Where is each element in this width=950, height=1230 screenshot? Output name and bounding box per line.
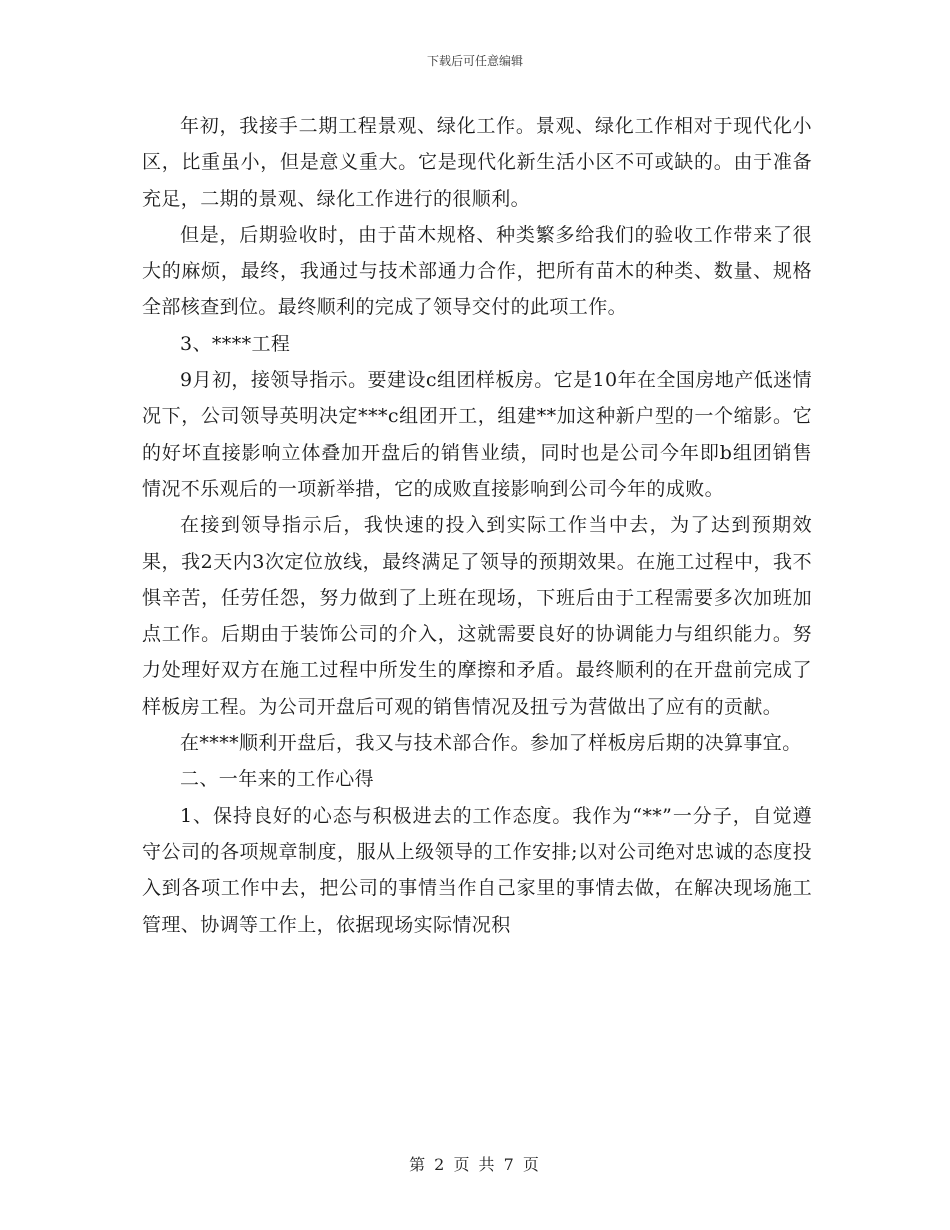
paragraph: 9月初，接领导指示。要建设c组团样板房。它是10年在全国房地产低迷情况下，公司领导英明决定***c组团开工，组建**加这种新户型的一个缩影。它的好坏直接影响立体叠加开盘后的销售业绩，同时也是公司今年即b组团销售情况不乐观后的一项新举措，它的成败直接影响到公司今年的成败。 <box>142 369 812 500</box>
paragraph: 但是，后期验收时，由于苗木规格、种类繁多给我们的验收工作带来了很大的麻烦，最终，我通过与技术部通力合作，把所有苗木的种类、数量、规格全部核查到位。最终顺利的完成了领导交付的此项工作。 <box>142 223 812 319</box>
section-heading: 3、****工程 <box>180 332 291 355</box>
document-body <box>142 108 812 943</box>
page-number: 第 2 页 共 7 页 <box>409 1155 541 1174</box>
paragraph: 1、保持良好的心态与积极进去的工作态度。我作为“**”一分子，自觉遵守公司的各项规章制度，服从上级领导的工作安排;以对公司绝对忠诚的态度投入到各项工作中去，把公司的事情当作自己家里的事情去做，在解决现场施工管理、协调等工作上，依据现场实际情况积 <box>142 804 812 936</box>
paragraph: 年初，我接手二期工程景观、绿化工作。景观、绿化工作相对于现代化小区，比重虽小，但是意义重大。它是现代化新生活小区不可或缺的。由于准备充足，二期的景观、绿化工作进行的很顺利。 <box>142 115 812 210</box>
paragraph: 在****顺利开盘后，我又与技术部合作。参加了样板房后期的决算事宜。 <box>180 732 802 755</box>
page-header: 下载后可任意编辑 <box>426 54 523 68</box>
paragraph: 在接到领导指示后，我快速的投入到实际工作当中去，为了达到预期效果，我2天内3次定位放线，最终满足了领导的预期效果。在施工过程中，我不惧辛苦，任劳任怨，努力做到了上班在现场，下班后由于工程需要多次加班加点工作。后期由于装饰公司的介入，这就需要良好的协调能力与组织能力。努力处理好双方在施工过程中所发生的摩擦和矛盾。最终顺利的在开盘前完成了样板房工程。为公司开盘后可观的销售情况及扭亏为营做出了应有的贡献。 <box>142 514 812 718</box>
section-heading: 二、一年来的工作心得 <box>180 768 375 791</box>
